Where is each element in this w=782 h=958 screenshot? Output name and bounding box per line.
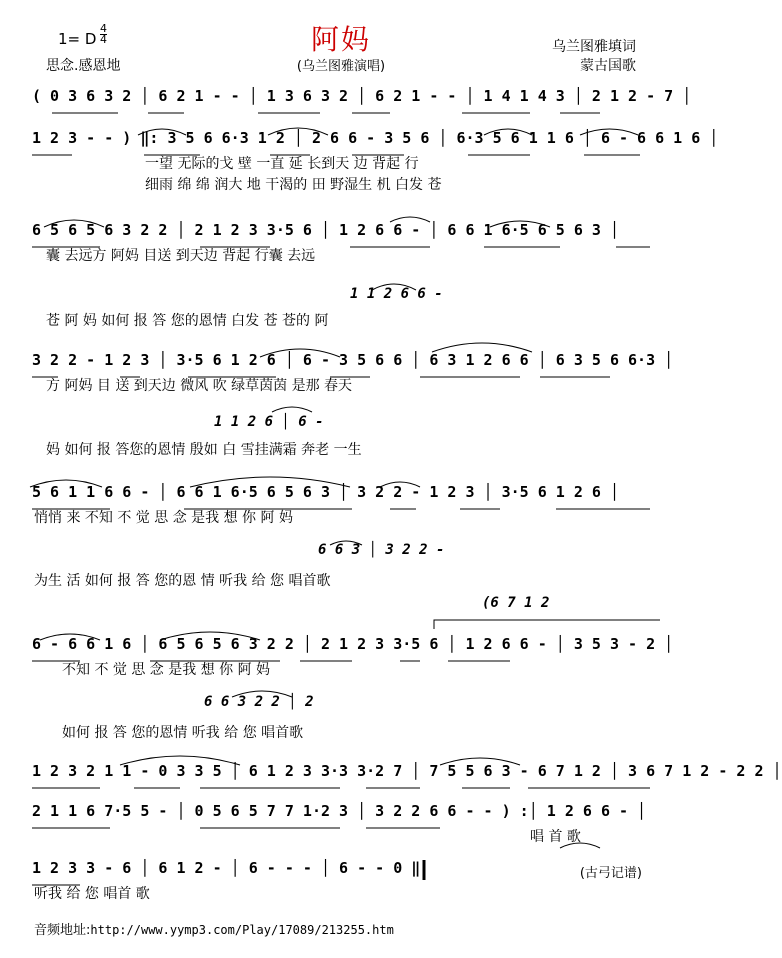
- lyric-line: 听我 给 您 唱首 歌: [34, 886, 150, 902]
- transcriber-credit: (古弓记谱): [579, 866, 642, 881]
- volta-bracket: [434, 620, 660, 629]
- genre-label: 蒙古国歌: [580, 58, 636, 74]
- alternate-notation: 6 6 3 │ 3 2 2 -: [318, 542, 445, 558]
- slur: [560, 843, 600, 848]
- meter-bottom: 4: [100, 33, 107, 46]
- lyric-line: 不知 不 觉 思 念 是我 想 你 阿 妈: [62, 662, 271, 678]
- slur: [30, 477, 420, 487]
- notation-line: 1 2 3 - - ) ‖: 3 5 6 6·3 1 2 │ 2 6 6 - 3 5 6 │ 6·3 5 6 1 1 6 │ 6 - 6 6 1 6 │: [32, 129, 719, 147]
- notation-line: 5 6 1 1 6 6 - │ 6 6 1 6·5 6 5 6 3 │ 3 2 2 - 1 2 3 │ 3·5 6 1 2 6 │: [32, 483, 619, 501]
- lyricist-credit: 乌兰图雅填词: [552, 39, 636, 55]
- slur: [120, 756, 520, 765]
- lyric-line: 唱 首 歌: [530, 829, 581, 845]
- lyric-line: 如何 报 答 您的恩情 听我 给 您 唱首歌: [62, 725, 304, 741]
- slur: [138, 128, 638, 135]
- alternate-notation: 1 1 2 6 6 -: [350, 286, 443, 302]
- slur: [44, 217, 550, 227]
- lyric-line: 方 阿妈 目 送 到天边 微风 吹 绿草茵茵 是那 春天: [46, 378, 353, 394]
- lyric-line: 一望 无际的戈 壁 一直 延 长到天 边 背起 行: [145, 156, 419, 172]
- lyric-line: 妈 如何 报 答您的恩情 殷如 白 雪挂满霜 奔老 一生: [46, 442, 362, 458]
- page-title: 阿妈: [310, 23, 371, 56]
- audio-url-label: 音频地址:: [34, 923, 91, 938]
- slur: [372, 284, 416, 290]
- notation-line: 3 2 2 - 1 2 3 │ 3·5 6 1 2 6 │ 6 - 3 5 6 6 │ 6 3 1 2 6 6 │ 6 3 5 6 6·3 │: [32, 351, 674, 369]
- slur: [260, 343, 532, 357]
- singer-credit: (乌兰图雅演唱): [296, 59, 386, 74]
- lyric-line: 囊 去远方 阿妈 目送 到天边 背起 行囊 去远: [46, 248, 316, 264]
- lyric-line: 细雨 绵 绵 润大 地 干渴的 田 野湿生 机 白发 苍: [145, 177, 442, 193]
- key-signature: 1= D: [58, 30, 97, 48]
- slur: [232, 691, 292, 697]
- lyric-line: 为生 活 如何 报 答 您的恩 情 听我 给 您 唱首歌: [34, 573, 331, 589]
- notation-line: ( 0 3 6 3 2 │ 6 2 1 - - │ 1 3 6 3 2 │ 6 2 1 - - │ 1 4 1 4 3 │ 2 1 2 - 7 │: [32, 87, 692, 105]
- lyric-line: 苍 阿 妈 如何 报 答 您的恩情 白发 苍 苍的 阿: [46, 313, 329, 329]
- slur: [272, 407, 312, 412]
- lyric-line: 悄悄 来 不知 不 觉 思 念 是我 想 你 阿 妈: [34, 510, 293, 526]
- audio-url: http://www.yymp3.com/Play/17089/213255.htm: [90, 923, 394, 937]
- notation-line: 6 5 6 5 6 3 2 2 │ 2 1 2 3 3·5 6 │ 1 2 6 6 - │ 6 6 1 6·5 6 5 6 3 │: [32, 221, 619, 239]
- slur: [330, 541, 362, 545]
- notation-line: 2 1 1 6 7·5 5 - │ 0 5 6 5 7 7 1·2 3 │ 3 2 2 6 6 - - ) :│ 1 2 6 6 - │: [32, 802, 647, 820]
- alternate-notation: 6 6 3 2 2 │ 2: [204, 694, 314, 710]
- notation-line: 6 - 6 6 1 6 │ 6 5 6 5 6 3 2 2 │ 2 1 2 3 3·5 6 │ 1 2 6 6 - │ 3 5 3 - 2 │: [32, 635, 674, 653]
- expression-mark: 思念.感恩地: [46, 58, 121, 74]
- notation-line: 1 2 3 2 1 1 - 0 3 3 5 │ 6 1 2 3 3·3 3·2 7 │ 7 5 5 6 3 - 6 7 1 2 │ 3 6 7 1 2 - 2 2 │: [32, 762, 782, 780]
- slur: [40, 632, 260, 640]
- meter-top: 4: [100, 22, 107, 35]
- alternate-notation: (6 7 1 2: [482, 595, 550, 611]
- alternate-notation: 1 1 2 6 │ 6 -: [214, 414, 324, 430]
- notation-line: 1 2 3 3 - 6 │ 6 1 2 - │ 6 - - - │ 6 - - 0 ‖: [32, 859, 421, 877]
